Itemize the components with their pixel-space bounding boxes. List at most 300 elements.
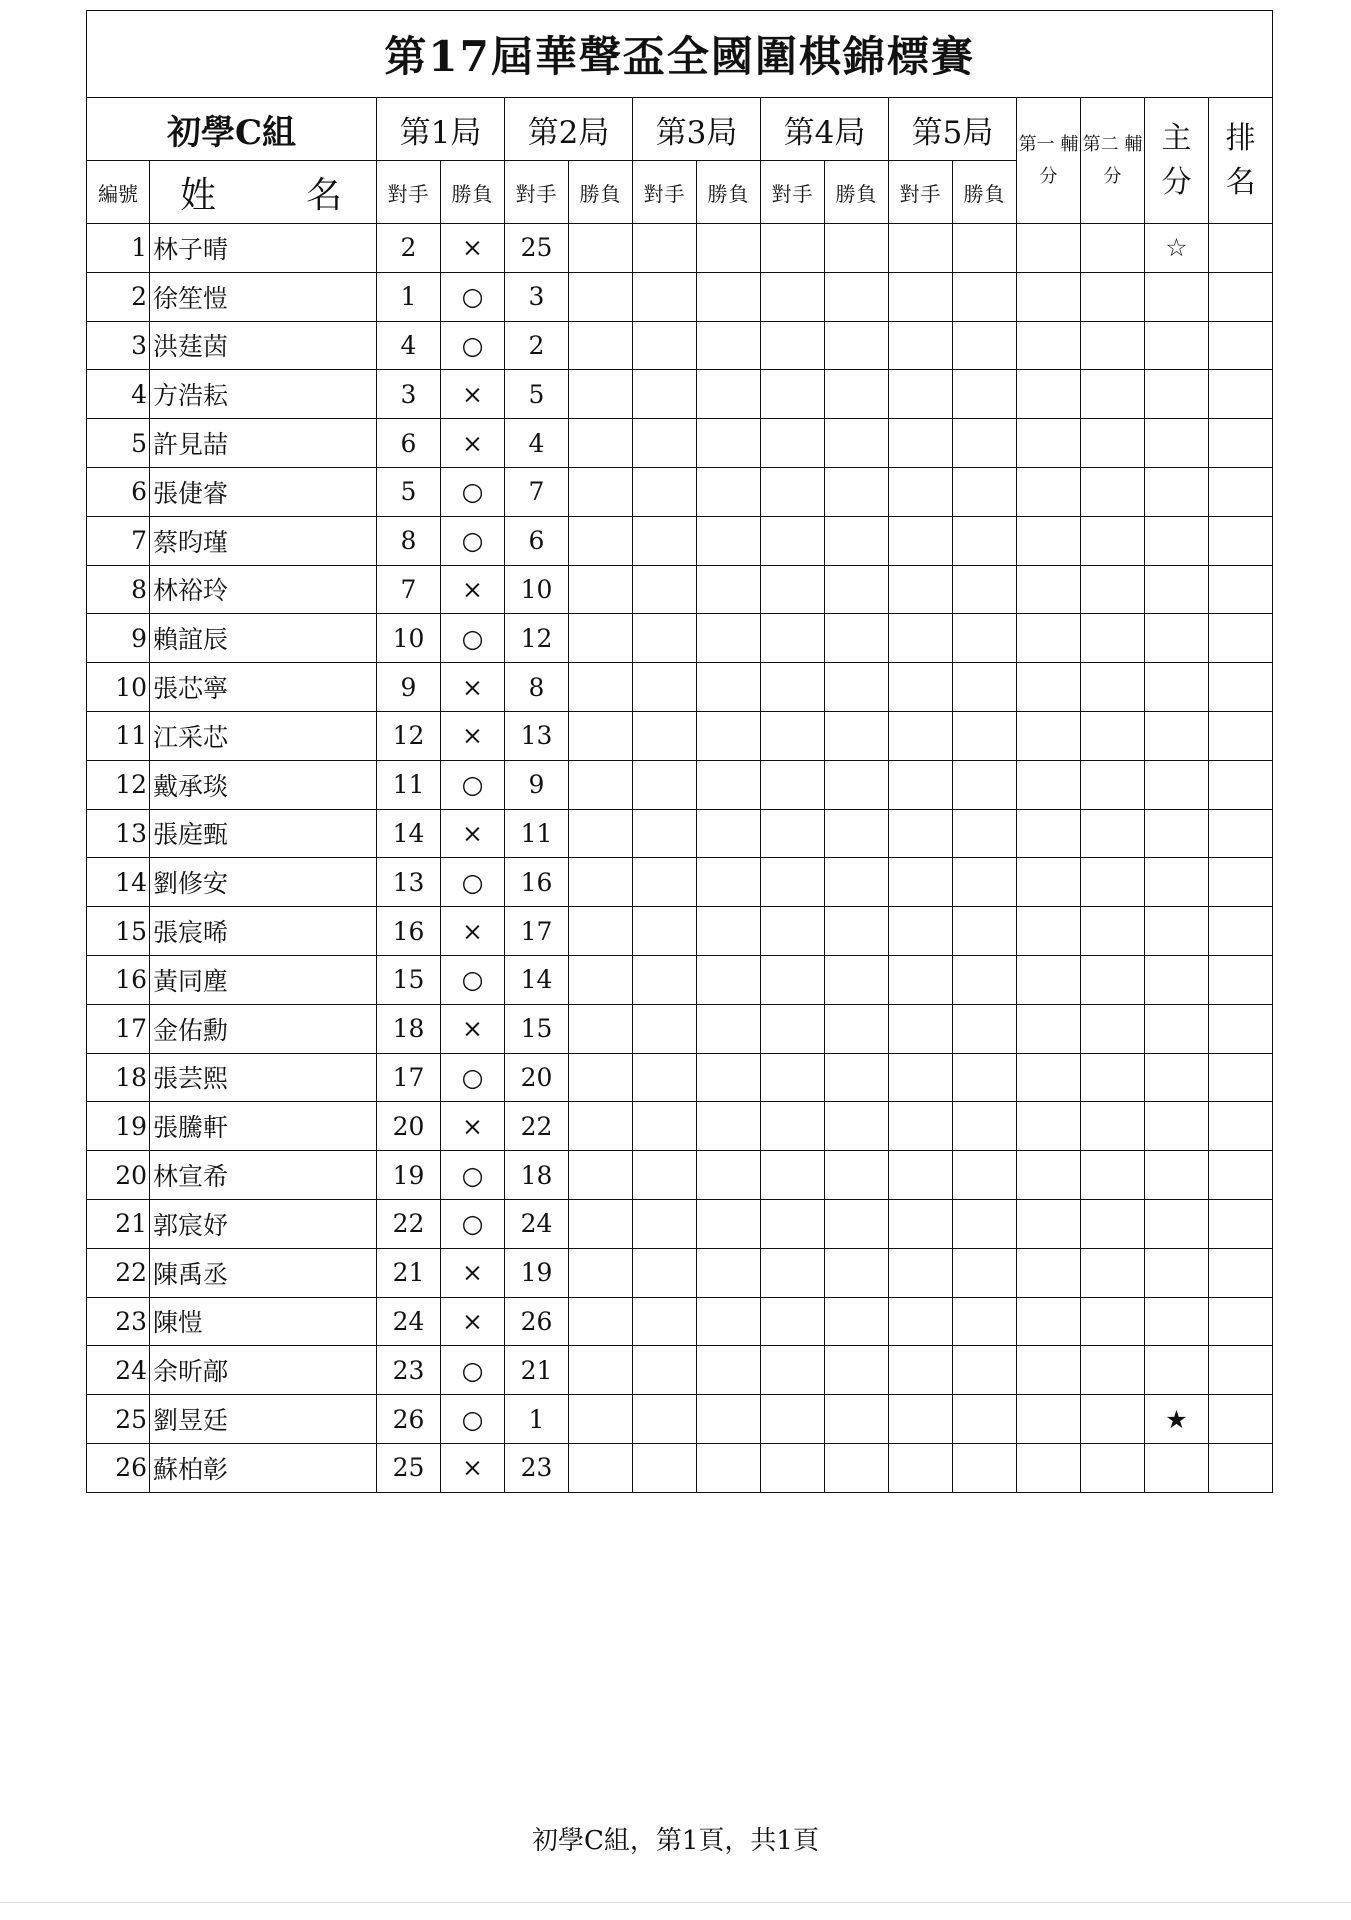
empty-cell [889, 711, 953, 760]
empty-cell [953, 1151, 1017, 1200]
empty-cell [569, 1443, 633, 1492]
table-row [87, 1004, 1273, 1053]
empty-cell [697, 272, 761, 321]
round1-result: ○ [441, 1346, 505, 1395]
round1-opponent: 3 [377, 370, 441, 419]
player-number: 16 [87, 955, 150, 1004]
main-score-cell [1209, 321, 1273, 370]
player-name: 陳愷 [150, 1297, 377, 1346]
empty-cell [697, 1053, 761, 1102]
player-number: 12 [87, 760, 150, 809]
empty-cell [889, 1346, 953, 1395]
empty-cell [825, 955, 889, 1004]
empty-cell [761, 711, 825, 760]
empty-cell [633, 809, 697, 858]
empty-cell [633, 663, 697, 712]
empty-cell [633, 614, 697, 663]
round2-opponent: 5 [505, 370, 569, 419]
main-score-cell [1209, 565, 1273, 614]
empty-cell [953, 1297, 1017, 1346]
round1-result: ○ [441, 1395, 505, 1444]
empty-cell [825, 711, 889, 760]
main-score-cell [1209, 858, 1273, 907]
empty-cell [889, 1248, 953, 1297]
table-row [87, 1151, 1273, 1200]
round2-opponent: 4 [505, 419, 569, 468]
tiebreak1-cell [1081, 321, 1145, 370]
empty-cell [761, 516, 825, 565]
main-score-cell [1209, 711, 1273, 760]
round1-opponent: 6 [377, 419, 441, 468]
main-score-cell [1209, 663, 1273, 712]
player-number: 4 [87, 370, 150, 419]
main-score-cell [1209, 1102, 1273, 1151]
tiebreak2-cell [1145, 1248, 1209, 1297]
empty-cell [1017, 955, 1081, 1004]
round1-opponent: 11 [377, 760, 441, 809]
empty-cell [953, 1053, 1017, 1102]
player-number: 2 [87, 272, 150, 321]
tiebreak2-cell [1145, 1151, 1209, 1200]
tiebreak1-cell [1081, 1443, 1145, 1492]
empty-cell [761, 1395, 825, 1444]
page-title: 第17屆華聲盃全國圍棋錦標賽 [87, 11, 1273, 98]
player-name: 許見喆 [150, 419, 377, 468]
empty-cell [697, 907, 761, 956]
round2-opponent: 24 [505, 1199, 569, 1248]
empty-cell [569, 419, 633, 468]
round1-opponent: 22 [377, 1199, 441, 1248]
tiebreak1-cell [1081, 711, 1145, 760]
player-name: 蔡昀瑾 [150, 516, 377, 565]
round1-result: × [441, 419, 505, 468]
tiebreak2-cell [1145, 663, 1209, 712]
empty-cell [889, 1395, 953, 1444]
tiebreak1-cell [1081, 272, 1145, 321]
empty-cell [569, 907, 633, 956]
empty-cell [633, 272, 697, 321]
tiebreak2-cell [1145, 711, 1209, 760]
main-score-cell [1209, 1395, 1273, 1444]
tiebreak2-cell [1145, 419, 1209, 468]
table-row [87, 711, 1273, 760]
tiebreak1-cell [1081, 370, 1145, 419]
empty-cell [1017, 1248, 1081, 1297]
main-score-cell [1209, 760, 1273, 809]
empty-cell [569, 1395, 633, 1444]
round1-result: × [441, 907, 505, 956]
round1-opponent: 8 [377, 516, 441, 565]
empty-cell [953, 1102, 1017, 1151]
empty-cell [953, 1248, 1017, 1297]
empty-cell [889, 1004, 953, 1053]
empty-cell [889, 1443, 953, 1492]
empty-cell [953, 1346, 1017, 1395]
empty-cell [825, 760, 889, 809]
player-name: 張芯寧 [150, 663, 377, 712]
empty-cell [633, 1053, 697, 1102]
round1-result: ○ [441, 1053, 505, 1102]
empty-cell [761, 565, 825, 614]
tiebreak2-cell [1145, 1199, 1209, 1248]
empty-cell [889, 760, 953, 809]
table-row [87, 467, 1273, 516]
empty-cell [569, 1151, 633, 1200]
player-number: 22 [87, 1248, 150, 1297]
player-name: 方浩耘 [150, 370, 377, 419]
table-row [87, 370, 1273, 419]
empty-cell [1017, 1346, 1081, 1395]
empty-cell [697, 1297, 761, 1346]
main-score-header: 主 分 [1145, 98, 1209, 224]
empty-cell [953, 1443, 1017, 1492]
empty-cell [633, 711, 697, 760]
empty-cell [1017, 321, 1081, 370]
tiebreak2-cell [1145, 760, 1209, 809]
round1-opponent: 20 [377, 1102, 441, 1151]
player-name: 林宣希 [150, 1151, 377, 1200]
name-header [150, 161, 377, 224]
empty-cell [761, 1297, 825, 1346]
empty-cell [633, 370, 697, 419]
empty-cell [953, 858, 1017, 907]
tiebreak1-cell [1081, 516, 1145, 565]
table-row [87, 858, 1273, 907]
empty-cell [697, 224, 761, 273]
player-number: 19 [87, 1102, 150, 1151]
round1-opponent: 7 [377, 565, 441, 614]
round1-opponent: 1 [377, 272, 441, 321]
player-number: 21 [87, 1199, 150, 1248]
player-number: 8 [87, 565, 150, 614]
player-name: 張芸熙 [150, 1053, 377, 1102]
table-row [87, 614, 1273, 663]
empty-cell [697, 858, 761, 907]
tiebreak1-cell [1081, 1053, 1145, 1102]
empty-cell [569, 321, 633, 370]
table-row [87, 1199, 1273, 1248]
empty-cell [633, 1004, 697, 1053]
tiebreak1-cell [1081, 1248, 1145, 1297]
round2-opponent: 6 [505, 516, 569, 565]
empty-cell [1017, 467, 1081, 516]
empty-cell [569, 1053, 633, 1102]
empty-cell [953, 1004, 1017, 1053]
empty-cell [953, 760, 1017, 809]
round1-result: ○ [441, 760, 505, 809]
main-score-cell [1209, 1151, 1273, 1200]
empty-cell [569, 1199, 633, 1248]
empty-cell [697, 1248, 761, 1297]
player-name: 洪莛茵 [150, 321, 377, 370]
empty-cell [825, 1395, 889, 1444]
empty-cell [569, 1248, 633, 1297]
empty-cell [825, 467, 889, 516]
tiebreak2-cell [1145, 272, 1209, 321]
round2-opponent: 2 [505, 321, 569, 370]
main-score-cell [1209, 1297, 1273, 1346]
tiebreak1-cell [1081, 419, 1145, 468]
main-score-cell [1209, 1248, 1273, 1297]
result-header: 勝負 [441, 161, 505, 224]
empty-cell [697, 321, 761, 370]
table-row [87, 1248, 1273, 1297]
empty-cell [569, 809, 633, 858]
empty-cell [569, 516, 633, 565]
player-number: 11 [87, 711, 150, 760]
result-header: 勝負 [697, 161, 761, 224]
empty-cell [761, 858, 825, 907]
round1-result: × [441, 1248, 505, 1297]
round1-opponent: 16 [377, 907, 441, 956]
round2-opponent: 22 [505, 1102, 569, 1151]
empty-cell [825, 272, 889, 321]
empty-cell [697, 1151, 761, 1200]
round2-opponent: 23 [505, 1443, 569, 1492]
empty-cell [633, 1395, 697, 1444]
tiebreak1-cell [1081, 1297, 1145, 1346]
empty-cell [889, 516, 953, 565]
round2-opponent: 8 [505, 663, 569, 712]
table-row [87, 516, 1273, 565]
empty-cell [569, 467, 633, 516]
main-score-cell [1209, 1199, 1273, 1248]
table-row [87, 1297, 1273, 1346]
empty-cell [889, 858, 953, 907]
empty-cell [697, 467, 761, 516]
table-row [87, 1053, 1273, 1102]
empty-cell [633, 1151, 697, 1200]
tiebreak2-header: 第二 輔分 [1081, 98, 1145, 224]
empty-cell [825, 516, 889, 565]
empty-cell [953, 321, 1017, 370]
empty-cell [825, 858, 889, 907]
round2-opponent: 14 [505, 955, 569, 1004]
empty-cell [953, 955, 1017, 1004]
empty-cell [953, 565, 1017, 614]
empty-cell [889, 1053, 953, 1102]
empty-cell [1017, 1151, 1081, 1200]
empty-cell [825, 1346, 889, 1395]
empty-cell [633, 1346, 697, 1395]
player-name: 張騰軒 [150, 1102, 377, 1151]
player-name: 張宸晞 [150, 907, 377, 956]
opponent-header: 對手 [377, 161, 441, 224]
empty-cell [633, 760, 697, 809]
empty-cell [761, 1443, 825, 1492]
opponent-header: 對手 [633, 161, 697, 224]
empty-cell [633, 1199, 697, 1248]
round1-result: ○ [441, 272, 505, 321]
empty-cell [825, 614, 889, 663]
empty-cell [1017, 1443, 1081, 1492]
tiebreak2-cell [1145, 467, 1209, 516]
empty-cell [569, 614, 633, 663]
empty-cell [761, 1346, 825, 1395]
round1-opponent: 21 [377, 1248, 441, 1297]
player-name: 徐笙愷 [150, 272, 377, 321]
empty-cell [569, 955, 633, 1004]
tiebreak1-cell [1081, 663, 1145, 712]
round1-result: × [441, 1004, 505, 1053]
empty-cell [889, 907, 953, 956]
round1-opponent: 15 [377, 955, 441, 1004]
round1-result: ○ [441, 516, 505, 565]
main-score-cell [1209, 272, 1273, 321]
empty-cell [569, 760, 633, 809]
tiebreak1-cell [1081, 565, 1145, 614]
player-number: 15 [87, 907, 150, 956]
round1-opponent: 12 [377, 711, 441, 760]
opponent-header: 對手 [761, 161, 825, 224]
tiebreak2-cell [1145, 321, 1209, 370]
round2-opponent: 15 [505, 1004, 569, 1053]
round2-opponent: 12 [505, 614, 569, 663]
empty-cell [825, 1297, 889, 1346]
empty-cell [569, 1004, 633, 1053]
empty-cell [889, 1151, 953, 1200]
empty-cell [1017, 224, 1081, 273]
empty-cell [633, 1102, 697, 1151]
tiebreak1-cell [1081, 1395, 1145, 1444]
empty-cell [633, 955, 697, 1004]
empty-cell [953, 809, 1017, 858]
round1-result: × [441, 370, 505, 419]
player-name: 黃同塵 [150, 955, 377, 1004]
empty-cell [825, 1151, 889, 1200]
round2-opponent: 13 [505, 711, 569, 760]
empty-cell [697, 955, 761, 1004]
empty-cell [889, 809, 953, 858]
tiebreak2-cell [1145, 809, 1209, 858]
result-header: 勝負 [825, 161, 889, 224]
round-4-header: 第4局 [761, 98, 889, 161]
empty-cell [1017, 370, 1081, 419]
empty-cell [1017, 760, 1081, 809]
table-row [87, 760, 1273, 809]
round1-result: ○ [441, 321, 505, 370]
empty-cell [825, 1004, 889, 1053]
empty-cell [761, 1151, 825, 1200]
round1-result: ○ [441, 858, 505, 907]
empty-cell [633, 1443, 697, 1492]
empty-cell [889, 1297, 953, 1346]
empty-cell [633, 1297, 697, 1346]
tiebreak1-cell [1081, 467, 1145, 516]
result-header: 勝負 [953, 161, 1017, 224]
empty-cell [1017, 711, 1081, 760]
tiebreak1-cell [1081, 614, 1145, 663]
empty-cell [697, 614, 761, 663]
round1-result: × [441, 1443, 505, 1492]
tiebreak1-cell [1081, 1151, 1145, 1200]
empty-cell [1017, 907, 1081, 956]
tiebreak2-cell [1145, 955, 1209, 1004]
round2-opponent: 10 [505, 565, 569, 614]
empty-cell [953, 711, 1017, 760]
tiebreak2-cell [1145, 1297, 1209, 1346]
empty-cell [761, 419, 825, 468]
player-name: 張庭甄 [150, 809, 377, 858]
round1-result: × [441, 809, 505, 858]
empty-cell [953, 467, 1017, 516]
round1-opponent: 5 [377, 467, 441, 516]
player-name: 金佑勳 [150, 1004, 377, 1053]
empty-cell [569, 565, 633, 614]
empty-cell [761, 1053, 825, 1102]
empty-cell [1017, 419, 1081, 468]
empty-cell [697, 1346, 761, 1395]
tiebreak1-cell [1081, 1199, 1145, 1248]
table-row [87, 1443, 1273, 1492]
round1-result: ○ [441, 1199, 505, 1248]
main-score-cell [1209, 224, 1273, 273]
round1-result: × [441, 1297, 505, 1346]
table-row [87, 272, 1273, 321]
empty-cell [825, 1443, 889, 1492]
empty-cell [825, 1199, 889, 1248]
table-row [87, 1395, 1273, 1444]
table-row [87, 1102, 1273, 1151]
round1-result: × [441, 1102, 505, 1151]
empty-cell [761, 614, 825, 663]
rank-header: 排 名 [1209, 98, 1273, 224]
empty-cell [569, 272, 633, 321]
main-score-cell [1209, 516, 1273, 565]
round2-opponent: 21 [505, 1346, 569, 1395]
empty-cell [953, 516, 1017, 565]
tiebreak2-cell [1145, 565, 1209, 614]
empty-cell [953, 663, 1017, 712]
round-3-header: 第3局 [633, 98, 761, 161]
tiebreak2-cell [1145, 858, 1209, 907]
empty-cell [761, 760, 825, 809]
empty-cell [633, 516, 697, 565]
round2-opponent: 9 [505, 760, 569, 809]
empty-cell [569, 370, 633, 419]
empty-cell [633, 1248, 697, 1297]
empty-cell [953, 614, 1017, 663]
tiebreak2-cell [1145, 516, 1209, 565]
round2-opponent: 11 [505, 809, 569, 858]
player-name: 賴誼辰 [150, 614, 377, 663]
tiebreak1-cell [1081, 224, 1145, 273]
tiebreak1-cell [1081, 955, 1145, 1004]
round1-opponent: 2 [377, 224, 441, 273]
tiebreak1-cell [1081, 1102, 1145, 1151]
main-score-cell [1209, 1346, 1273, 1395]
empty-cell [953, 370, 1017, 419]
empty-cell [633, 419, 697, 468]
tiebreak2-cell [1145, 1004, 1209, 1053]
main-score-cell [1209, 809, 1273, 858]
empty-cell [889, 565, 953, 614]
player-number: 14 [87, 858, 150, 907]
player-number: 25 [87, 1395, 150, 1444]
tiebreak2-cell [1145, 907, 1209, 956]
empty-cell [889, 1102, 953, 1151]
empty-cell [761, 663, 825, 712]
player-name: 蘇柏彰 [150, 1443, 377, 1492]
empty-cell [1017, 1297, 1081, 1346]
empty-cell [569, 224, 633, 273]
round1-result: ○ [441, 467, 505, 516]
round1-opponent: 13 [377, 858, 441, 907]
tiebreak1-cell [1081, 907, 1145, 956]
round-2-header: 第2局 [505, 98, 633, 161]
empty-cell [825, 370, 889, 419]
empty-cell [889, 321, 953, 370]
